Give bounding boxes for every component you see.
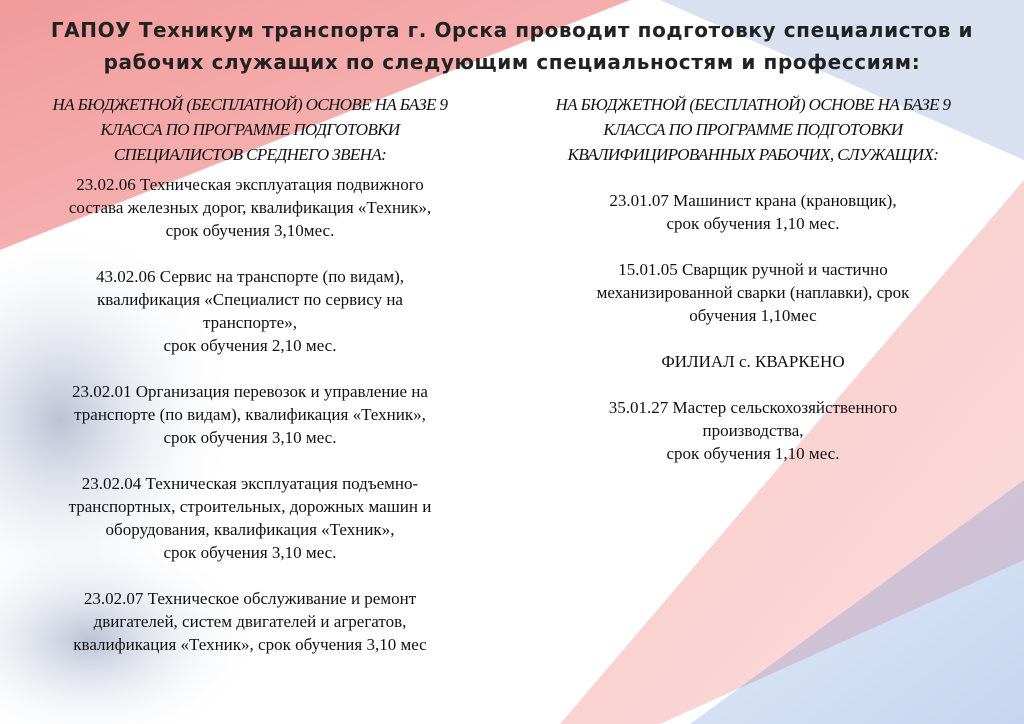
heading-line: КЛАССА ПО ПРОГРАММЕ ПОДГОТОВКИ [100, 120, 400, 139]
item-line: обучения 1,10мес [689, 306, 817, 325]
item-line: 23.02.04 Техническая эксплуатация подъемно- [81, 474, 419, 493]
item-line: срок обучения 1,10 мес. [666, 444, 840, 463]
heading-line: КЛАССА ПО ПРОГРАММЕ ПОДГОТОВКИ [603, 120, 903, 139]
specialty-item [0, 265, 500, 357]
item-line: транспорте (по видам), квалификация «Техник», [74, 405, 426, 424]
item-line: 43.02.06 Сервис на транспорте (по видам), [95, 267, 405, 286]
left-column [0, 92, 500, 656]
profession-item [502, 396, 1004, 465]
item-line: производства, [702, 421, 804, 440]
right-column-heading [502, 92, 1004, 167]
specialty-item [0, 173, 500, 242]
title-line: ГАПОУ Техникум транспорта г. Орска проводит подготовку специалистов и [50, 18, 974, 42]
item-line: 23.02.01 Организация перевозок и управление на [72, 382, 428, 401]
item-line: 23.02.06 Техническая эксплуатация подвижного [76, 175, 424, 194]
page-title [0, 14, 1024, 78]
item-line: транспортных, строительных, дорожных машин и [68, 497, 432, 516]
specialty-item [0, 472, 500, 564]
item-line: двигателей, систем двигателей и агрегатов, [93, 612, 407, 631]
specialty-item [0, 380, 500, 449]
title-line: рабочих служащих по следующим специальностям и профессиям: [103, 50, 921, 74]
item-line: 23.01.07 Машинист крана (крановщик), [609, 191, 897, 210]
item-line: 35.01.27 Мастер сельскохозяйственного [608, 398, 898, 417]
item-line: оборудования, квалификация «Техник», [105, 520, 395, 539]
profession-item [502, 258, 1004, 327]
heading-line: СПЕЦИАЛИСТОВ СРЕДНЕГО ЗВЕНА: [113, 145, 387, 164]
heading-line: НА БЮДЖЕТНОЙ (БЕСПЛАТНОЙ) ОСНОВЕ НА БАЗЕ 9 [52, 95, 448, 114]
heading-line: КВАЛИФИЦИРОВАННЫХ РАБОЧИХ, СЛУЖАЩИХ: [567, 145, 939, 164]
item-line: срок обучения 2,10 мес. [163, 336, 337, 355]
item-line: срок обучения 3,10 мес. [163, 428, 337, 447]
item-line: срок обучения 1,10 мес. [666, 214, 840, 233]
specialty-item [0, 587, 500, 656]
profession-item [502, 189, 1004, 235]
item-line: срок обучения 3,10мес. [165, 221, 335, 240]
heading-line: НА БЮДЖЕТНОЙ (БЕСПЛАТНОЙ) ОСНОВЕ НА БАЗЕ 9 [555, 95, 951, 114]
item-line: квалификация «Техник», срок обучения 3,10 мес [73, 635, 427, 654]
left-column-heading [0, 92, 500, 167]
filial-heading: ФИЛИАЛ с. КВАРКЕНО [661, 352, 845, 371]
item-line: 23.02.07 Техническое обслуживание и ремонт [83, 589, 417, 608]
item-line: срок обучения 3,10 мес. [163, 543, 337, 562]
item-line: состава железных дорог, квалификация «Техник», [68, 198, 432, 217]
right-column [502, 92, 1004, 465]
item-line: 15.01.05 Сварщик ручной и частично [618, 260, 888, 279]
item-line: квалификация «Специалист по сервису на [97, 290, 403, 309]
item-line: механизированной сварки (наплавки), срок [596, 283, 910, 302]
item-line: транспорте», [203, 313, 297, 332]
